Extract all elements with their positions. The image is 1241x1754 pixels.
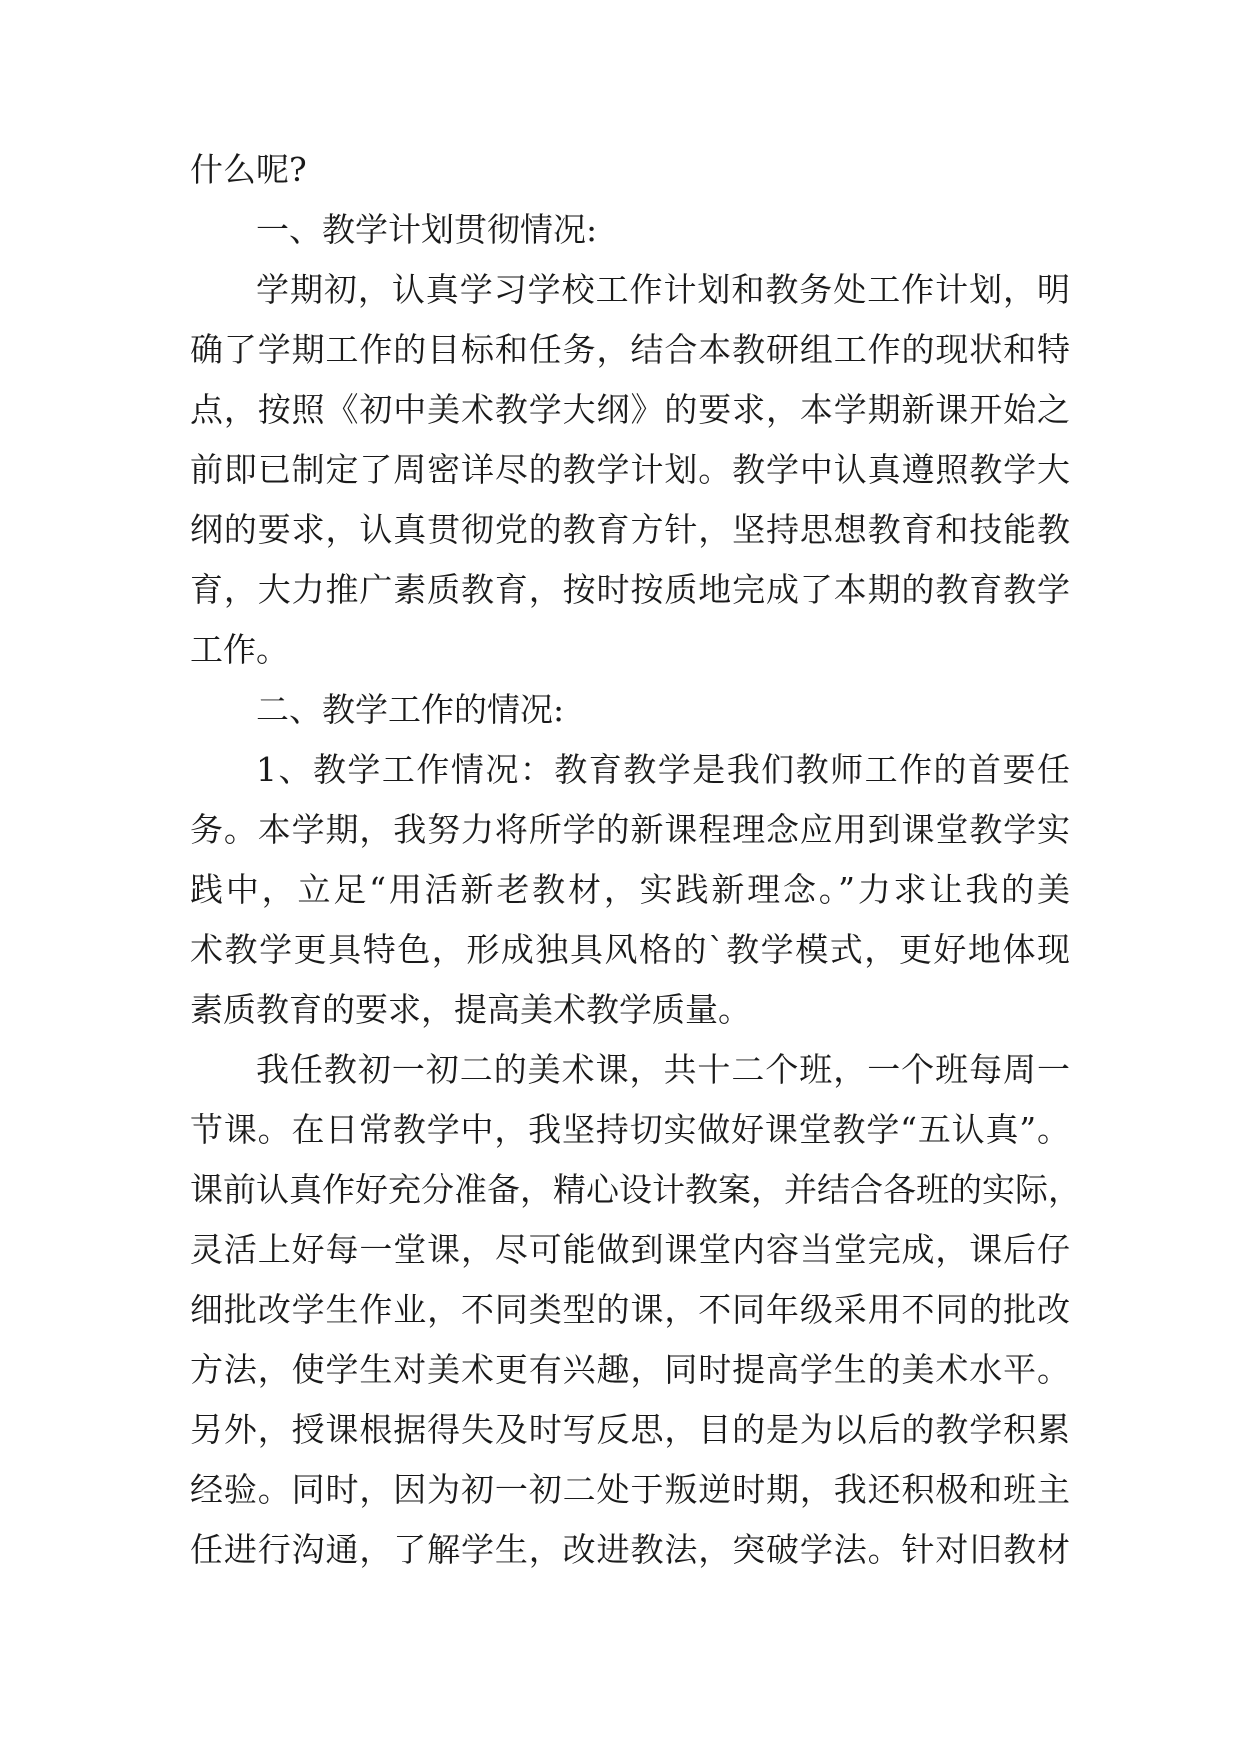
text-line: 灵活上好每一堂课，尽可能做到课堂内容当堂完成，课后仔 <box>190 1230 1070 1269</box>
text-line: 践中，立足“用活新老教材，实践新理念。”力求让我的美 <box>190 870 1070 909</box>
text-line: 纲的要求，认真贯彻党的教育方针，坚持思想教育和技能教 <box>190 510 1070 549</box>
text-line: 什么呢? <box>190 150 307 189</box>
text-line: 工作。 <box>190 630 289 669</box>
text-line: 经验。同时，因为初一初二处于叛逆时期，我还积极和班主 <box>190 1470 1070 1509</box>
text-line: 点，按照《初中美术教学大纲》的要求，本学期新课开始之 <box>190 390 1070 429</box>
text-line: 素质教育的要求，提高美术教学质量。 <box>190 990 751 1029</box>
section-heading: 一、教学计划贯彻情况: <box>256 210 598 249</box>
text-line: 确了学期工作的目标和任务，结合本教研组工作的现状和特 <box>190 330 1070 369</box>
text-line: 我任教初一初二的美术课，共十二个班，一个班每周一 <box>256 1050 1070 1089</box>
text-line: 节课。在日常教学中，我坚持切实做好课堂教学“五认真”。 <box>190 1110 1070 1149</box>
text-line: 学期初，认真学习学校工作计划和教务处工作计划，明 <box>256 270 1070 309</box>
text-line: 另外，授课根据得失及时写反思，目的是为以后的教学积累 <box>190 1410 1070 1449</box>
text-line: 任进行沟通，了解学生，改进教法，突破学法。针对旧教材 <box>190 1530 1070 1569</box>
section-heading: 二、教学工作的情况: <box>256 690 565 729</box>
text-line: 育，大力推广素质教育，按时按质地完成了本期的教育教学 <box>190 570 1070 609</box>
text-line: 课前认真作好充分准备，精心设计教案，并结合各班的实际， <box>190 1170 1081 1209</box>
text-line: 1、教学工作情况：教育教学是我们教师工作的首要任 <box>256 750 1070 789</box>
text-line: 前即已制定了周密详尽的教学计划。教学中认真遵照教学大 <box>190 450 1070 489</box>
text-line: 细批改学生作业，不同类型的课，不同年级采用不同的批改 <box>190 1290 1070 1329</box>
text-line: 务。本学期，我努力将所学的新课程理念应用到课堂教学实 <box>190 810 1070 849</box>
text-line: 方法，使学生对美术更有兴趣，同时提高学生的美术水平。 <box>190 1350 1070 1389</box>
text-line: 术教学更具特色，形成独具风格的`教学模式，更好地体现 <box>190 930 1070 969</box>
